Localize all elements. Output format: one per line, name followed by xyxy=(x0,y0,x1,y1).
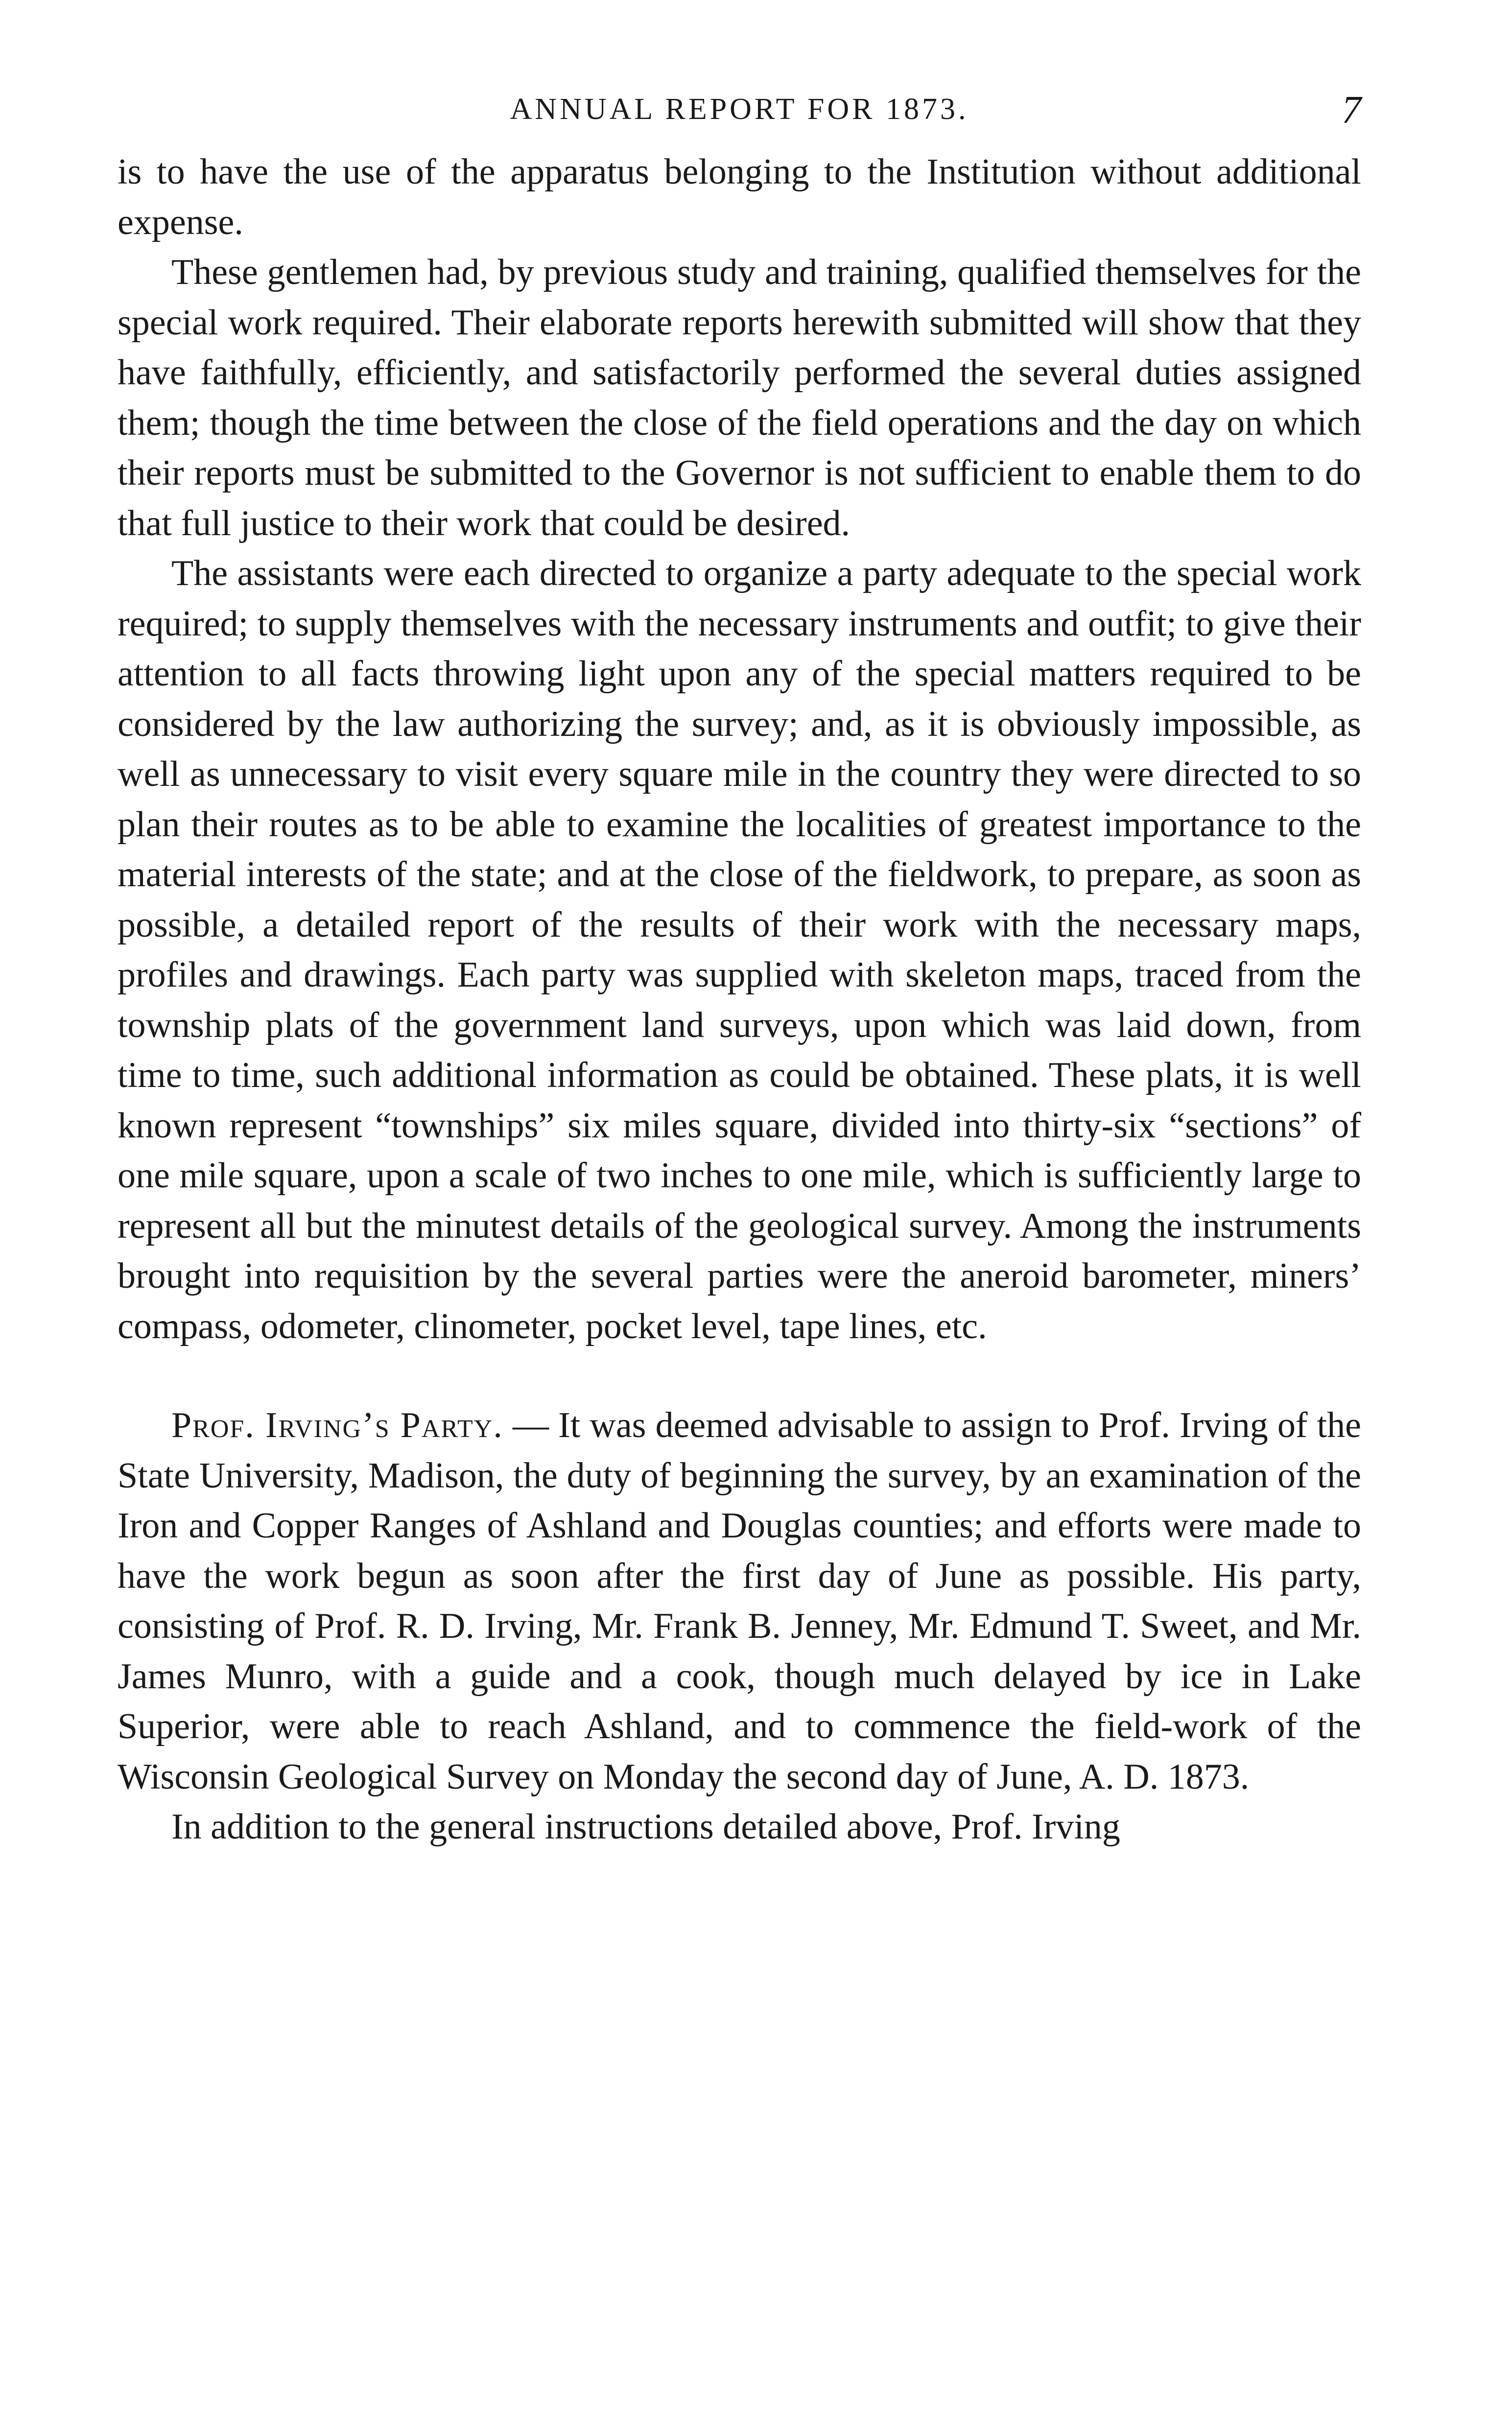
paragraph-instructions: The assistants were each directed to organize a party adequate to the special work required; to supply themselves with the necessary instruments and outfit; to give their attention to all facts throwing light upon any of the special matters required to be considered by the law authorizing the survey; and, as it is obviously impossible, as well as unnecessary to visit every square mile in the country they were directed to so plan their routes as to be able to examine the localities of greatest importance to the material interests of the state; and at the close of the fieldwork, to prepare, as soon as possible, a detailed report of the results of their work with the necessary maps, profiles and drawings. Each party was supplied with skeleton maps, traced from the township plats of the government land surveys, upon which was laid down, from time to time, such additional information as could be obtained. These plats, it is well known represent “townships” six miles square, divided into thirty-six “sections” of one mile square, upon a scale of two inches to one mile, which is sufficiently large to represent all but the minutest details of the geological survey. Among the instruments brought into requisition by the several parties were the aneroid barometer, miners’ compass, odometer, clinometer, pocket level, tape lines, etc. xyxy=(118,553,1361,1346)
body-text xyxy=(118,147,1361,1852)
paragraph-continuation: is to have the use of the apparatus belonging to the Institution without additional expense. xyxy=(118,152,1361,242)
running-header xyxy=(118,88,1361,147)
paragraph-irving-party xyxy=(118,1400,1361,1802)
running-title: ANNUAL REPORT FOR 1873. xyxy=(510,93,969,126)
document-page xyxy=(118,88,1361,2350)
paragraph-qualifications: These gentlemen had, by previous study and training, qualified themselves for the special work required. Their elaborate reports herewith submitted will show that they have faithfully, efficiently, and satisfactorily performed the several duties assigned them; though the time between the close of the field operations and the day on which their reports must be submitted to the Governor is not sufficient to enable them to do that full justice to their work that could be desired. xyxy=(118,252,1361,543)
page-number: 7 xyxy=(1342,89,1361,132)
section-heading: Prof. Irving’s Party. xyxy=(171,1405,503,1445)
section-text: It was deemed advisable to assign to Prof. Irving of the State University, Madison, the duty of beginning the survey, by an examination of the Iron and Copper Ranges of Ashland and Douglas counties; and efforts were made to have the work begun as soon after the first day of June as possible. His party, consisting of Prof. R. D. Irving, Mr. Frank B. Jenney, Mr. Edmund T. Sweet, and Mr. James Munro, with a guide and a cook, though much delayed by ice in Lake Superior, were able to reach Ashland, and to commence the field-work of the Wisconsin Geological Survey on Monday the second day of June, A. D. 1873. xyxy=(118,1405,1361,1797)
paragraph-additional-instructions: In addition to the general instructions detailed above, Prof. Irving xyxy=(171,1807,1120,1847)
section-dash: — xyxy=(503,1405,559,1445)
